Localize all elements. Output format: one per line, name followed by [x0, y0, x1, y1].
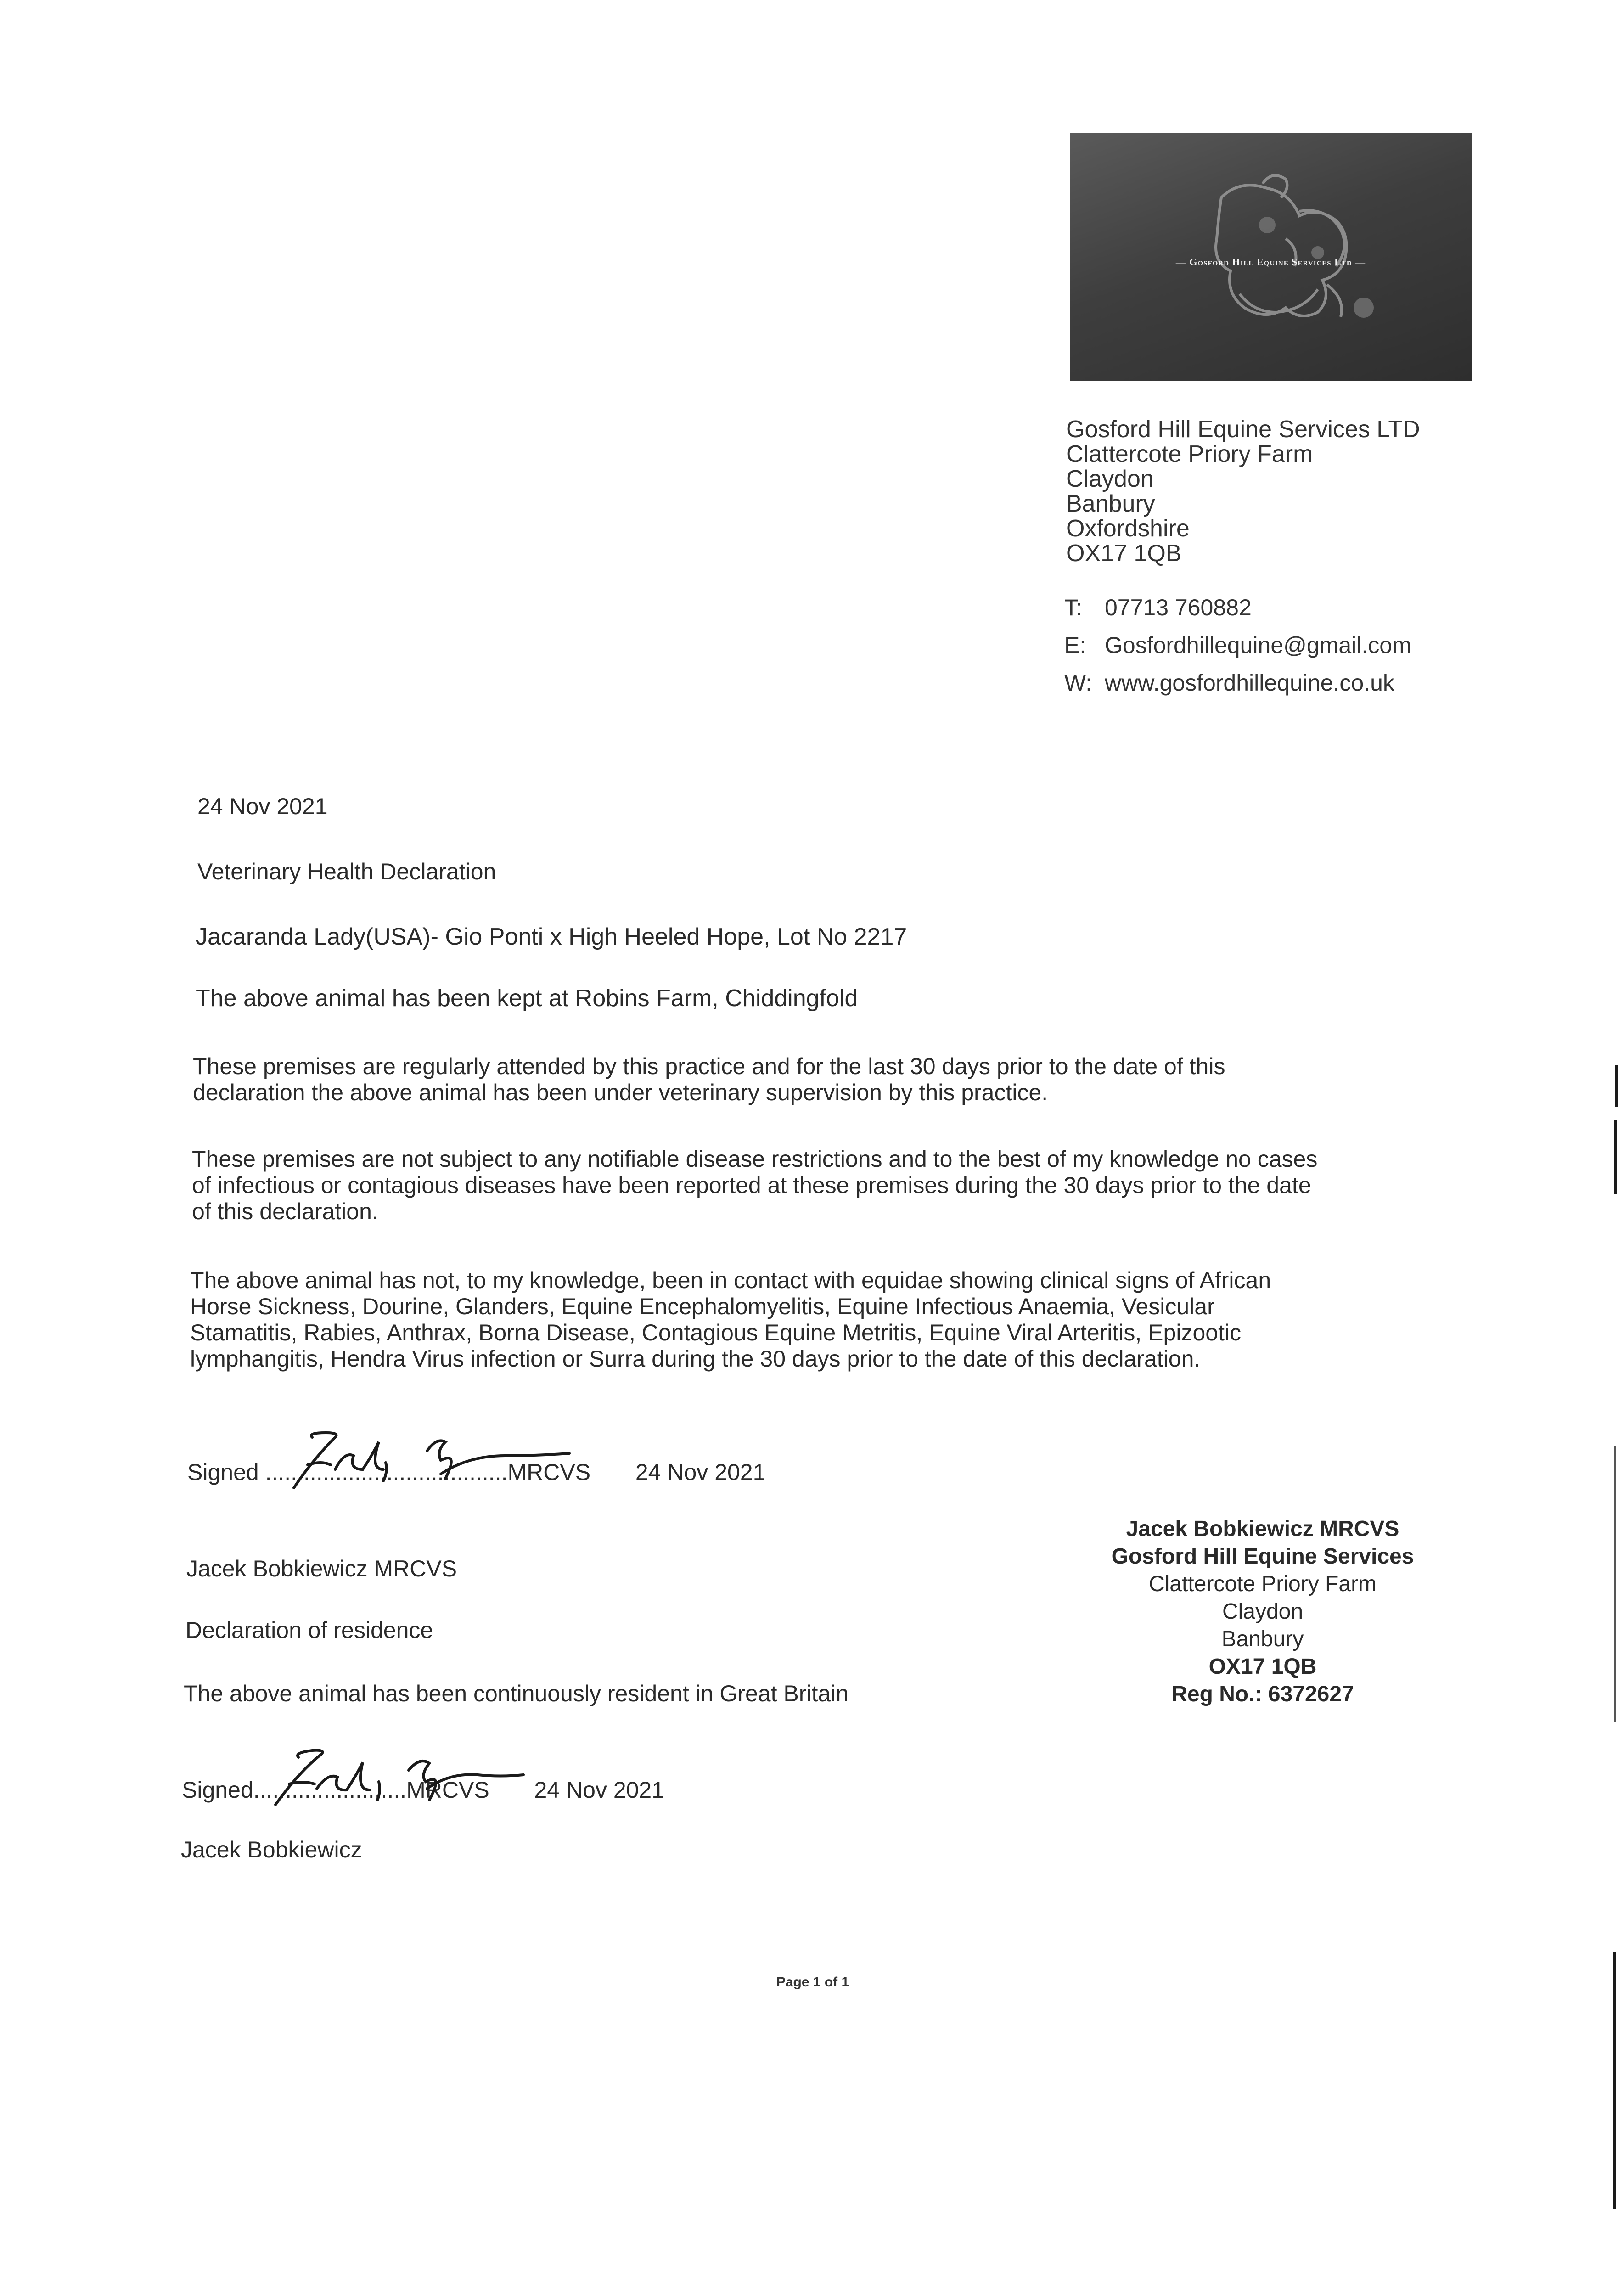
paragraph-line: of infectious or contagious diseases have been reported at these premises during the 30 days prior to the date — [192, 1172, 1311, 1198]
disease-restriction-paragraph — [192, 1146, 1317, 1225]
scan-edge-mark — [1614, 1446, 1616, 1722]
email-value: Gosfordhillequine@gmail.com — [1105, 632, 1411, 658]
handwritten-signature-1 — [275, 1414, 624, 1502]
paragraph-line: The above animal has not, to my knowledge, been in contact with equidae showing clinical signs of African — [190, 1267, 1271, 1293]
website-row — [1064, 664, 1569, 702]
signed-suffix: MRCVS — [406, 1777, 489, 1803]
paragraph-line: These premises are not subject to any notifiable disease restrictions and to the best of my knowledge no cases — [192, 1146, 1318, 1172]
address-line: Banbury — [1066, 490, 1155, 517]
signed-dots: ..................... — [272, 1777, 407, 1803]
handwritten-signature-2 — [262, 1731, 611, 1818]
stamp-line: Gosford Hill Equine Services — [1111, 1544, 1414, 1569]
signed-date: 24 Nov 2021 — [635, 1459, 766, 1485]
document-title: Veterinary Health Declaration — [197, 859, 496, 884]
stamp-line: Clattercote Priory Farm — [1148, 1572, 1377, 1596]
stamp-line: Jacek Bobkiewicz MRCVS — [1126, 1517, 1399, 1541]
signed-prefix: Signed... — [182, 1777, 273, 1803]
scan-edge-mark — [1613, 1952, 1616, 2209]
company-logo — [1070, 133, 1472, 381]
paragraph-line: lymphangitis, Hendra Virus infection or Surra during the 30 days prior to the date of this declaration. — [190, 1346, 1201, 1372]
paragraph-line: Horse Sickness, Dourine, Glanders, Equine Encephalomyelitis, Equine Infectious Anaemia, Vesicular — [190, 1294, 1215, 1319]
practice-stamp — [1033, 1515, 1492, 1708]
paragraph-line: of this declaration. — [192, 1199, 378, 1224]
animal-identification: Jacaranda Lady(USA)- Gio Ponti x High Heeled Hope, Lot No 2217 — [196, 923, 907, 950]
phone-value: 07713 760882 — [1105, 595, 1252, 620]
contact-paragraph — [190, 1267, 1271, 1372]
logo-company-text: — Gosford Hill Equine Services Ltd — — [1175, 256, 1366, 268]
paragraph-line: declaration the above animal has been under veterinary supervision by this practice. — [193, 1080, 1048, 1105]
signed-suffix: MRCVS — [507, 1459, 591, 1485]
website-value: www.gosfordhillequine.co.uk — [1105, 670, 1394, 696]
phone-label: T: — [1064, 595, 1082, 620]
paragraph-line: These premises are regularly attended by this practice and for the last 30 days prior to the date of this — [193, 1053, 1225, 1079]
letter-date: 24 Nov 2021 — [197, 793, 328, 819]
website-label: W: — [1064, 670, 1092, 696]
scan-edge-mark — [1615, 1065, 1618, 1107]
phone-row — [1064, 589, 1569, 626]
page-number: Page 1 of 1 — [776, 1975, 849, 1990]
address-line: Claydon — [1066, 466, 1154, 492]
signed-prefix: Signed .... — [187, 1459, 291, 1485]
scan-edge-mark — [1614, 1120, 1617, 1194]
signed-date: 24 Nov 2021 — [534, 1777, 665, 1803]
kept-at-statement: The above animal has been kept at Robins Farm, Chiddingfold — [196, 985, 858, 1012]
address-line: OX17 1QB — [1066, 540, 1182, 567]
stamp-line: OX17 1QB — [1208, 1654, 1317, 1679]
address-line: Oxfordshire — [1066, 515, 1190, 542]
email-label: E: — [1064, 632, 1086, 658]
company-contacts — [1064, 589, 1569, 702]
address-line: Gosford Hill Equine Services LTD — [1066, 416, 1420, 443]
signed-dots: .................................. — [291, 1459, 508, 1485]
stamp-line: Claydon — [1222, 1599, 1304, 1624]
signer-name-2: Jacek Bobkiewicz — [181, 1837, 362, 1863]
residence-title: Declaration of residence — [185, 1617, 433, 1643]
address-line: Clattercote Priory Farm — [1066, 441, 1313, 467]
signer-name: Jacek Bobkiewicz MRCVS — [186, 1556, 457, 1581]
company-address — [1066, 417, 1525, 566]
paragraph-line: Stamatitis, Rabies, Anthrax, Borna Disease, Contagious Equine Metritis, Equine Viral Arteritis, Epizootic — [190, 1320, 1242, 1345]
stamp-line: Reg No.: 6372627 — [1171, 1682, 1354, 1706]
supervision-paragraph — [193, 1053, 1225, 1106]
residence-statement: The above animal has been continuously resident in Great Britain — [184, 1681, 849, 1706]
email-row — [1064, 626, 1569, 664]
stamp-line: Banbury — [1221, 1627, 1304, 1651]
